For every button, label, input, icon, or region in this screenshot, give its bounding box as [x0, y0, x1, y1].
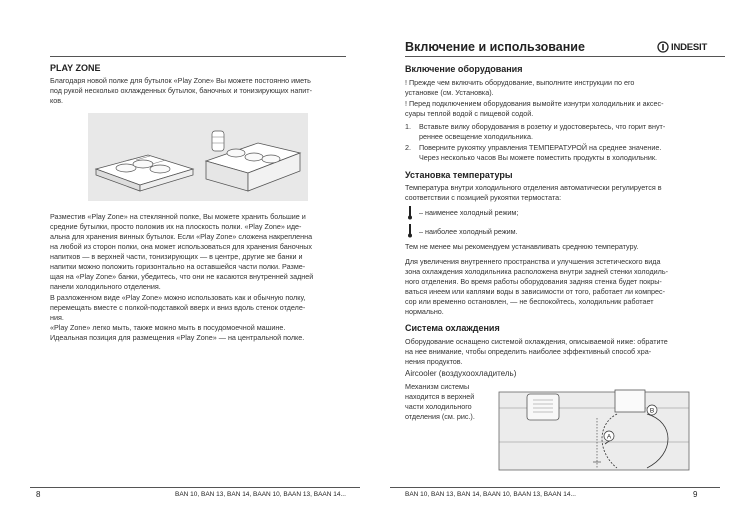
right-top-rule	[405, 56, 725, 57]
play-zone-drawing	[88, 113, 308, 201]
step-1-number: 1.	[405, 122, 411, 131]
play-zone-body-2: В разложенном виде «Play Zone» можно использовать как и обычную полку, перемещать вместе с полкой-подставкой вверх и вниз вдоль стенок отделе- ния.	[50, 293, 306, 322]
thermometer-low-icon	[408, 206, 412, 220]
left-bottom-rule	[30, 487, 360, 488]
section-temperature-intro: Температура внутри холодильного отделения автоматически регулируется в соответствии с позицией рукоятки термостата:	[405, 183, 662, 202]
cooling-system-intro: Оборудование оснащено системой охлаждения, описываемой ниже: обратите на нее внимание, чтобы определить наиболее эффективный способ хра- нения продуктов.	[405, 337, 668, 366]
right-models: BAN 10, BAN 13, BAN 14, BAAN 10, BAAN 13, BAAN 14...	[405, 491, 576, 498]
right-bottom-rule	[390, 487, 720, 488]
left-top-rule	[50, 56, 346, 57]
step-2-number: 2.	[405, 143, 411, 152]
temp-high-text: – наиболее холодный режим.	[419, 227, 518, 236]
play-zone-body-1: Разместив «Play Zone» на стеклянной полке, Вы можете хранить большие и средние бутылки, просто положив их на плоскость полки. «Play Zone» иде- альна для хранения винных бутылок. Если «Play Zone» сложена накрепленна на любой из сторон полки, она может использоваться для хранения баночных напитков — в верхней части, тонизирующих — в центре, другие же банки и напитки можно положить горизонтально на оставшейся части полки. Разме- щая на «Play Zone» банки, убедитесь, что они не касаются внутренней задней панели холодильного отделения.	[50, 212, 314, 291]
right-page	[375, 0, 750, 529]
right-page-title: Включение и использование	[405, 40, 585, 54]
temperature-recommendation: Тем не менее мы рекомендуем устанавливать среднюю температуру.	[405, 242, 639, 251]
section-cooling-system-title: Система охлаждения	[405, 323, 500, 333]
aircooler-description: Механизм системы находится в верхней части холодильного отделения (см. рис.).	[405, 382, 475, 421]
section-power-on-warning: ! Перед подключением оборудования вымойте изнутри холодильник и аксес- суары теплой водой с пищевой содой.	[405, 99, 664, 118]
indesit-logo-icon	[657, 41, 669, 53]
figure-label-a: A	[606, 433, 612, 441]
section-power-on-title: Включение оборудования	[405, 64, 523, 74]
aircooler-figure	[497, 382, 693, 472]
aircooler-title: Aircooler (воздухоохладитель)	[405, 369, 517, 378]
play-zone-illustration	[88, 113, 308, 201]
section-power-on-intro: ! Прежде чем включить оборудование, выполните инструкции по его установке (см. Установка).	[405, 78, 635, 97]
left-page-title: PLAY ZONE	[50, 63, 101, 73]
left-models: BAN 10, BAN 13, BAN 14, BAAN 10, BAAN 13, BAAN 14...	[175, 491, 346, 498]
temp-low-text: – наименее холодный режим;	[419, 208, 519, 217]
left-page-number: 8	[36, 490, 41, 499]
step-1-text: Вставьте вилку оборудования в розетку и удостоверьтесь, что горит внут- реннее освещение холодильника.	[419, 122, 666, 141]
play-zone-body-3: «Play Zone» легко мыть, также можно мыть в посудомоечной машине.	[50, 323, 286, 332]
play-zone-intro: Благодаря новой полке для бутылок «Play Zone» Вы можете постоянно иметь под рукой несколько охлажденных бутылок, баночных и тонизирующих напит- ков.	[50, 76, 312, 105]
right-page-number: 9	[693, 490, 698, 499]
step-2-text: Поверните рукоятку управления ТЕМПЕРАТУРОЙ на среднее значение. Через несколько часов Вы можете поместить продукты в холодильник.	[419, 143, 662, 162]
play-zone-body-4: Идеальная позиция для размещения «Play Zone» — на центральной полке.	[50, 333, 305, 342]
indesit-logo-text: INDESIT	[671, 41, 708, 53]
aircooler-diagram	[497, 382, 693, 472]
indesit-logo	[657, 40, 707, 54]
figure-label-b: B	[649, 407, 655, 415]
section-temperature-title: Установка температуры	[405, 170, 513, 180]
thermometer-high-icon	[408, 224, 412, 238]
cooling-zone-paragraph: Для увеличения внутреннего пространства и улучшения эстетического вида зона охлаждения холодильника расположена внутри задней стенки холодиль- ного отделения. Во время работы оборудования задняя стенка будет покры- ваться инеем или каплями воды в зависимости от того, работает ли компрес- сор или временно остановлен, — не беспокойтесь, холодильник работает нормально.	[405, 257, 669, 316]
